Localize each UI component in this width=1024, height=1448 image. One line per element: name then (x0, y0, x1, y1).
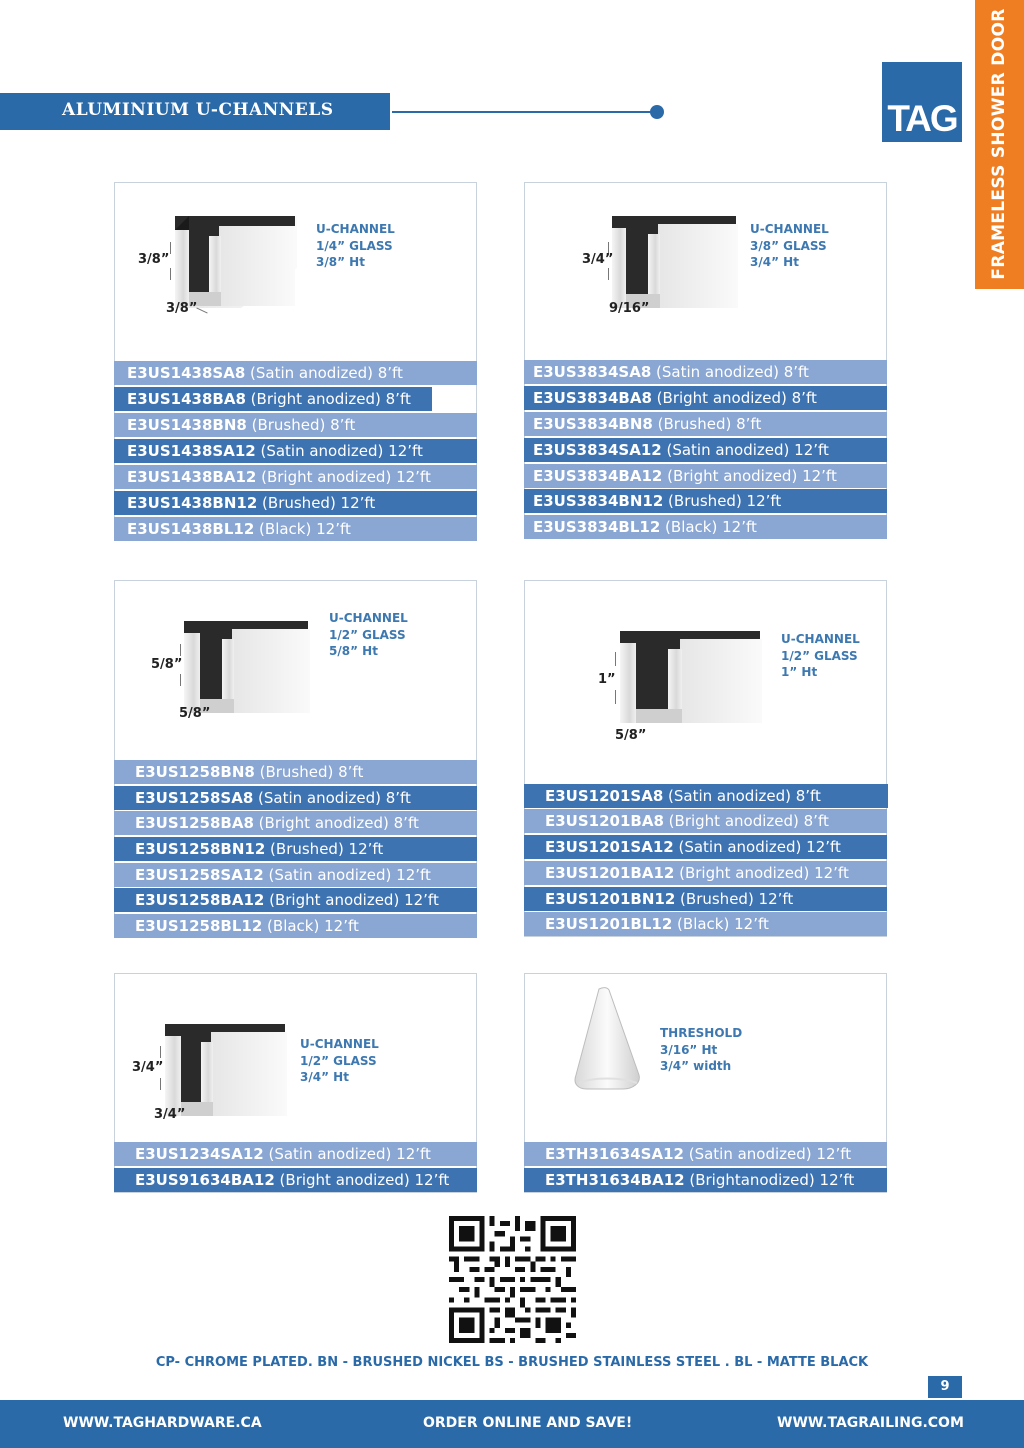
dimension-width: 5/8” (179, 706, 211, 721)
table-row[interactable]: E3US1258SA12 (Satin anodized) 12’ft (114, 863, 477, 887)
footer-link-taghardware[interactable]: WWW.TAGHARDWARE.CA (63, 1415, 262, 1431)
product-width: 3/4” width (660, 1059, 732, 1073)
dimension-tick (170, 242, 171, 254)
table-row[interactable]: E3US1438BL12 (Black) 12’ft (114, 517, 477, 541)
page-number: 9 (928, 1376, 962, 1398)
product-height: 3/4” Ht (750, 255, 799, 269)
dimension-tick (170, 268, 171, 280)
table-row[interactable]: E3US1201BA8 (Bright anodized) 8’ft (524, 809, 887, 833)
u-channel-profile-image (175, 216, 297, 308)
qr-code[interactable] (449, 1216, 576, 1343)
dimension-width: 9/16” (609, 301, 650, 316)
product-glass: 1/4” GLASS (316, 238, 393, 253)
dimension-tick (160, 1046, 161, 1058)
side-category-label: FRAMELESS SHOWER DOOR (989, 8, 1009, 280)
table-row[interactable]: E3US1258BL12 (Black) 12’ft (114, 914, 477, 938)
table-row[interactable]: E3US1258BN8 (Brushed) 8’ft (114, 760, 477, 784)
table-row[interactable]: E3US1201BN12 (Brushed) 12’ft (524, 887, 887, 911)
section-title: ALUMINIUM U-CHANNELS (62, 100, 334, 120)
table-row[interactable]: E3US1201BA12 (Bright anodized) 12’ft (524, 861, 887, 885)
product-height: 3/16” Ht (660, 1042, 718, 1057)
table-row[interactable]: E3US1438BA8 (Bright anodized) 8’ft (114, 387, 432, 411)
dimension-height: 5/8” (151, 657, 183, 672)
product-label (660, 1025, 742, 1075)
table-row[interactable]: E3US1258BA8 (Bright anodized) 8’ft (114, 811, 477, 835)
dimension-width: 5/8” (615, 728, 647, 743)
footer-link-tagrailing[interactable]: WWW.TAGRAILING.COM (777, 1415, 964, 1431)
product-label (750, 221, 829, 271)
threshold-profile-image (573, 987, 643, 1091)
table-row[interactable]: E3US1201BL12 (Black) 12’ft (524, 912, 887, 936)
dimension-height: 3/8” (138, 252, 170, 267)
table-row[interactable]: E3US1234SA12 (Satin anodized) 12’ft (114, 1142, 477, 1166)
table-row[interactable]: E3US1258BN12 (Brushed) 12’ft (114, 837, 477, 861)
dimension-tick (180, 644, 181, 656)
table-row[interactable]: E3US1258BA12 (Bright anodized) 12’ft (114, 888, 477, 912)
dimension-tick (608, 268, 609, 280)
table-row[interactable]: E3US3834BL12 (Black) 12’ft (524, 515, 887, 539)
table-row[interactable]: E3US3834BN12 (Brushed) 12’ft (524, 489, 887, 513)
dimension-tick (615, 652, 616, 666)
u-channel-profile-image (620, 631, 762, 723)
product-glass: 1/2” GLASS (781, 648, 858, 663)
table-row[interactable]: E3US3834SA8 (Satin anodized) 8’ft (524, 360, 887, 384)
table-row[interactable]: E3US3834BA8 (Bright anodized) 8’ft (524, 386, 887, 410)
section-divider-line (392, 111, 654, 113)
product-height: 1” Ht (781, 665, 818, 679)
table-row[interactable]: E3US1201SA8 (Satin anodized) 8’ft (524, 784, 888, 808)
table-row[interactable]: E3US1438BN8 (Brushed) 8’ft (114, 413, 477, 437)
product-type: U-CHANNEL (750, 222, 829, 236)
product-glass: 1/2” GLASS (329, 627, 406, 642)
product-label (300, 1036, 379, 1086)
product-glass: 3/8” GLASS (750, 238, 827, 253)
dimension-height: 1” (598, 672, 616, 687)
dimension-tick (180, 674, 181, 686)
product-type: U-CHANNEL (781, 632, 860, 646)
table-row[interactable]: E3US1438BN12 (Brushed) 12’ft (114, 491, 477, 515)
product-type: U-CHANNEL (300, 1037, 379, 1051)
tag-logo-text: TAG (887, 98, 957, 139)
finish-legend-note: CP- CHROME PLATED. BN - BRUSHED NICKEL BS - BRUSHED STAINLESS STEEL . BL - MATTE BLACK (155, 1355, 869, 1370)
dimension-height: 3/4” (582, 252, 614, 267)
table-row[interactable]: E3US3834SA12 (Satin anodized) 12’ft (524, 438, 887, 462)
u-channel-profile-image (184, 621, 310, 713)
table-row[interactable]: E3US3834BN8 (Brushed) 8’ft (524, 412, 887, 436)
dimension-width: 3/4” (154, 1107, 186, 1122)
product-type: THRESHOLD (660, 1026, 743, 1040)
u-channel-profile-image (612, 216, 738, 308)
product-height: 5/8” Ht (329, 644, 378, 658)
dimension-tick (160, 1078, 161, 1090)
dimension-width: 3/8” (166, 301, 198, 316)
dimension-tick (615, 690, 616, 704)
table-row[interactable]: E3US1438BA12 (Bright anodized) 12’ft (114, 465, 477, 489)
product-label (329, 610, 408, 660)
product-type: U-CHANNEL (329, 611, 408, 625)
product-type: U-CHANNEL (316, 222, 395, 236)
footer-order-online: ORDER ONLINE AND SAVE! (423, 1415, 633, 1431)
table-row[interactable]: E3TH31634BA12 (Brightanodized) 12’ft (524, 1168, 887, 1192)
table-row[interactable]: E3US1438SA8 (Satin anodized) 8’ft (114, 361, 477, 385)
product-height: 3/4” Ht (300, 1070, 349, 1084)
table-row[interactable]: E3US1258SA8 (Satin anodized) 8’ft (114, 786, 477, 810)
table-row[interactable]: E3US3834BA12 (Bright anodized) 12’ft (524, 464, 887, 488)
dimension-height: 3/4” (132, 1060, 164, 1075)
table-row[interactable]: E3TH31634SA12 (Satin anodized) 12’ft (524, 1142, 887, 1166)
table-row[interactable]: E3US1201SA12 (Satin anodized) 12’ft (524, 835, 887, 859)
table-row[interactable]: E3US1438SA12 (Satin anodized) 12’ft (114, 439, 477, 463)
table-row[interactable]: E3US91634BA12 (Bright anodized) 12’ft (114, 1168, 477, 1192)
product-height: 3/8” Ht (316, 255, 365, 269)
product-label (316, 221, 395, 271)
section-divider-dot (650, 105, 664, 119)
u-channel-profile-image (165, 1024, 287, 1116)
product-label (781, 631, 860, 681)
product-glass: 1/2” GLASS (300, 1053, 377, 1068)
